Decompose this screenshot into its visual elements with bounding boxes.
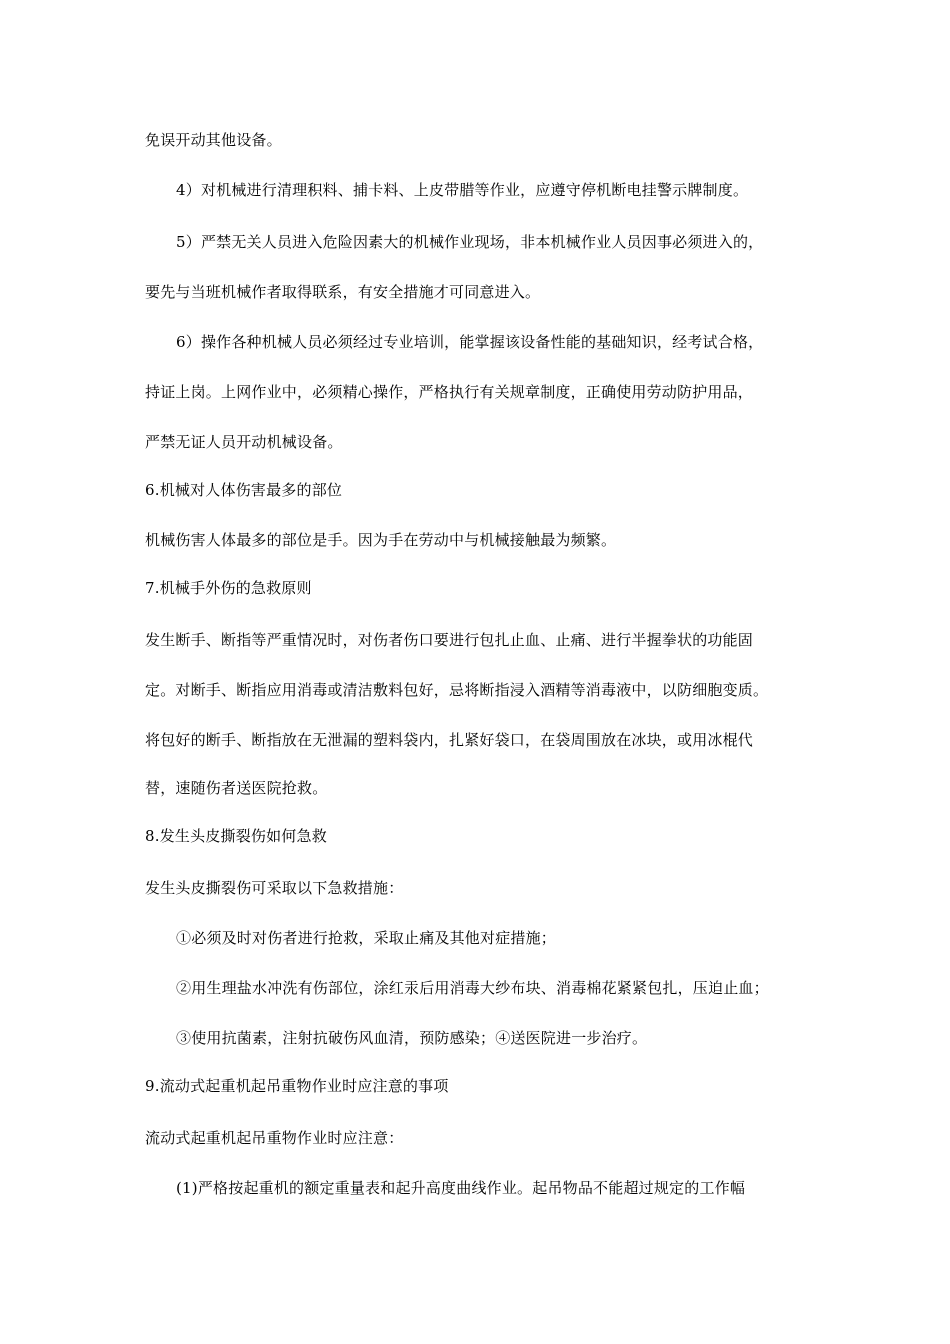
list-item-4: 4）对机械进行清理积料、捕卡料、上皮带腊等作业，应遵守停机断电挂警示牌制度。 [176,181,749,199]
list-item-circle-2: ②用生理盐水冲洗有伤部位，涂红汞后用消毒大纱布块、消毒棉花紧紧包扎，压迫止血； [176,979,769,997]
paragraph-line: 严禁无证人员开动机械设备。 [145,433,343,451]
section-heading-6: 6.机械对人体伤害最多的部位 [145,481,343,499]
list-item-6: 6）操作各种机械人员必须经过专业培训，能掌握该设备性能的基础知识，经考试合格， [176,333,764,351]
paragraph-line: 免误开动其他设备。 [145,131,282,149]
list-item-circle-3: ③使用抗菌素，注射抗破伤风血清，预防感染；④送医院进一步治疗。 [176,1029,648,1047]
paragraph-line: 发生断手、断指等严重情况时，对伤者伤口要进行包扎止血、止痛、进行半握拳状的功能固 [145,631,754,649]
paragraph-line: 流动式起重机起吊重物作业时应注意： [145,1129,404,1147]
paragraph-line: 机械伤害人体最多的部位是手。因为手在劳动中与机械接触最为频繁。 [145,531,617,549]
paragraph-line: 发生头皮撕裂伤可采取以下急救措施： [145,879,404,897]
section-heading-7: 7.机械手外伤的急救原则 [145,579,312,597]
paragraph-line: 要先与当班机械作者取得联系，有安全措施才可同意进入。 [145,283,541,301]
paragraph-line: 将包好的断手、断指放在无泄漏的塑料袋内，扎紧好袋口，在袋周围放在冰块，或用冰棍代 [145,731,754,749]
list-item-1: (1)严格按起重机的额定重量表和起升高度曲线作业。起吊物品不能超过规定的工作幅 [176,1179,746,1197]
section-heading-9: 9.流动式起重机起吊重物作业时应注意的事项 [145,1077,449,1095]
paragraph-line: 定。对断手、断指应用消毒或清洁敷料包好，忌将断指浸入酒精等消毒液中，以防细胞变质。 [145,681,769,699]
paragraph-line: 替，速随伤者送医院抢救。 [145,779,328,797]
list-item-5: 5）严禁无关人员进入危险因素大的机械作业现场，非本机械作业人员因事必须进入的， [176,233,764,251]
section-heading-8: 8.发生头皮撕裂伤如何急救 [145,827,327,845]
paragraph-line: 持证上岗。上网作业中，必须精心操作，严格执行有关规章制度，正确使用劳动防护用品， [145,383,754,401]
list-item-circle-1: ①必须及时对伤者进行抢救，采取止痛及其他对症措施； [176,929,557,947]
